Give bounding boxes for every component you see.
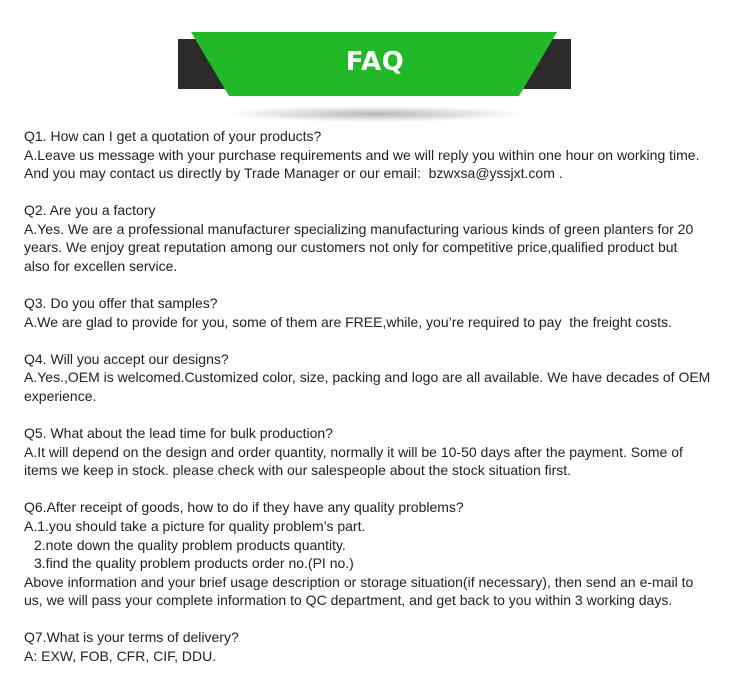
faq-item-7 <box>24 628 724 665</box>
faq-item-2 <box>24 201 724 275</box>
answer-1-line-1: A.Leave us message with your purchase requirements and we will reply you within one hour on working time. <box>24 146 700 163</box>
faq-item-6 <box>24 498 724 610</box>
faq-item-5 <box>24 424 724 480</box>
answer-6-line-4: Above information and your brief usage description or storage situation(if necessary), then send an e-mail to <box>24 573 694 590</box>
faq-banner <box>0 0 750 130</box>
question-1: Q1. How can I get a quotation of your products? <box>24 128 322 144</box>
question-5: Q5. What about the lead time for bulk production? <box>24 425 333 442</box>
answer-2-line-2: years. We enjoy great reputation among our customers not only for competitive price,qualified product but <box>24 239 678 256</box>
banner-title: FAQ <box>345 47 405 77</box>
answer-5-line-2: items we keep in stock. please check with our salespeople about the stock situation first. <box>24 462 572 479</box>
question-6: Q6.After receipt of goods, how to do if they have any quality problems? <box>24 499 464 516</box>
answer-1-line-2: And you may contact us directly by Trade Manager or our email: bzwxsa@yssjxt.com . <box>24 165 563 182</box>
faq-item-1 <box>24 127 724 183</box>
answer-6-line-5: us, we will pass your complete information to QC department, and get back to you within 3 working days. <box>24 592 673 609</box>
faq-item-4 <box>24 350 724 406</box>
answer-6-line-1: A.1.you should take a picture for quality problem’s part. <box>24 518 366 534</box>
answer-3-line-1: A.We are glad to provide for you, some of them are FREE,while, you’re required to pay the freight costs. <box>24 313 672 330</box>
question-2: Q2. Are you a factory <box>24 202 156 219</box>
answer-6-line-3: 3.find the quality problem products order no.(PI no.) <box>34 555 354 572</box>
answer-2-line-1: A.Yes. We are a professional manufacturer specializing manufacturing various kinds of green planters for 20 <box>24 220 694 237</box>
faq-list <box>24 127 724 684</box>
answer-4-line-2: experience. <box>24 388 97 405</box>
answer-7-line-1: A: EXW, FOB, CFR, CIF, DDU. <box>24 648 217 665</box>
question-3: Q3. Do you offer that samples? <box>24 295 218 312</box>
banner-shadow <box>225 106 525 122</box>
question-4: Q4. Will you accept our designs? <box>24 350 229 367</box>
answer-4-line-1: A.Yes.,OEM is welcomed.Customized color, size, packing and logo are all available. We have decades of OEM <box>24 369 711 386</box>
answer-2-line-3: also for excellen service. <box>24 258 178 275</box>
answer-6-line-2: 2.note down the quality problem products quantity. <box>34 536 346 553</box>
question-7: Q7.What is your terms of delivery? <box>24 629 239 646</box>
answer-5-line-1: A.It will depend on the design and order quantity, normally it will be 10-50 days after the payment. Some of <box>24 443 683 460</box>
faq-item-3 <box>24 294 724 331</box>
